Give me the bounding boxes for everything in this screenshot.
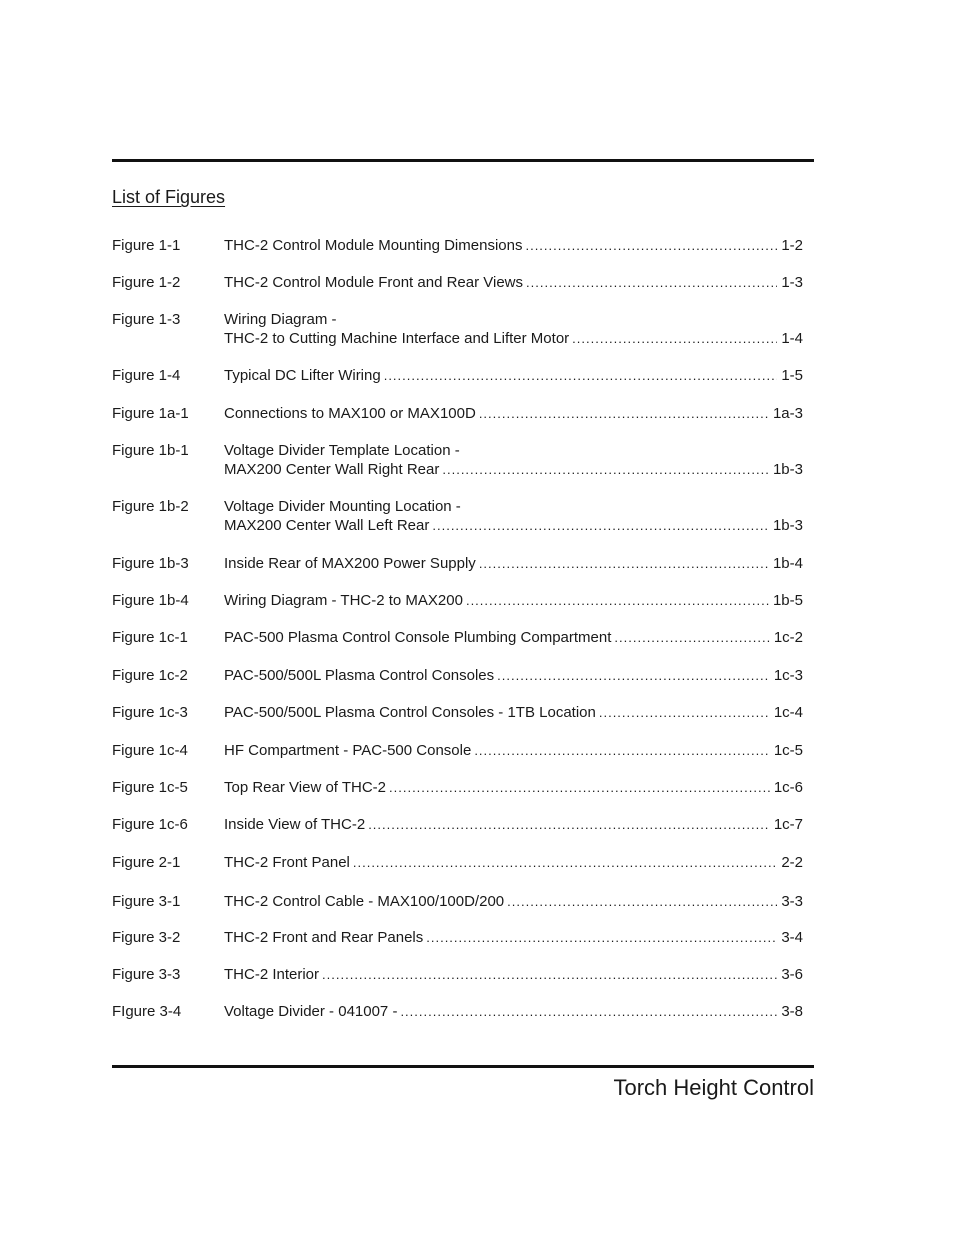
figure-description — [224, 965, 803, 984]
figure-title: MAX200 Center Wall Right Rear — [224, 461, 440, 478]
figure-description — [224, 310, 803, 348]
page-number: 3-3 — [781, 893, 803, 910]
page-number: 1c-4 — [773, 704, 803, 721]
figure-title: THC-2 to Cutting Machine Interface and Lifter Motor — [224, 330, 570, 347]
figure-title-line — [224, 965, 803, 984]
page-number: 1c-7 — [773, 816, 803, 833]
figure-number: Figure 1c-5 — [112, 779, 188, 796]
figure-title-line1: Voltage Divider Template Location - — [224, 442, 460, 459]
figure-title: PAC-500/500L Plasma Control Consoles — [224, 667, 495, 684]
dot-leader — [526, 273, 777, 292]
dot-leader — [479, 404, 769, 423]
figure-description — [224, 892, 803, 911]
page-number: 1-3 — [781, 274, 803, 291]
figure-description — [224, 273, 803, 292]
figure-number: Figure 3-2 — [112, 929, 181, 946]
dot-leader — [442, 460, 769, 479]
figure-number: Figure 3-1 — [112, 893, 181, 910]
dot-leader — [507, 892, 777, 911]
page-number: 3-4 — [781, 929, 803, 946]
figure-number: Figure 1b-1 — [112, 442, 189, 459]
figure-description — [224, 441, 803, 479]
figure-number: Figure 1a-1 — [112, 405, 189, 422]
top-rule — [112, 159, 814, 162]
figure-title-line — [224, 666, 803, 685]
figure-title: Connections to MAX100 or MAX100D — [224, 405, 476, 422]
figure-title: MAX200 Center Wall Left Rear — [224, 517, 430, 534]
figure-title: Typical DC Lifter Wiring — [224, 367, 381, 384]
figure-title: THC-2 Control Module Front and Rear Views — [224, 274, 524, 291]
page-number: 1b-3 — [772, 461, 803, 478]
figure-description — [224, 404, 803, 423]
page-number: 1c-2 — [773, 629, 803, 646]
figure-title-line — [224, 273, 803, 292]
figure-number: Figure 1-3 — [112, 311, 181, 328]
page-number: 1-5 — [781, 367, 803, 384]
figure-title-line — [224, 329, 803, 348]
figure-description — [224, 815, 803, 834]
dot-leader — [322, 965, 777, 984]
figure-description — [224, 741, 803, 760]
dot-leader — [474, 741, 770, 760]
dot-leader — [525, 236, 777, 255]
figure-title: Top Rear View of THC-2 — [224, 779, 387, 796]
figure-title: Voltage Divider - 041007 - — [224, 1003, 398, 1020]
dot-leader — [614, 628, 769, 647]
figure-description — [224, 778, 803, 797]
page-number: 1c-3 — [773, 667, 803, 684]
figure-number: Figure 1-2 — [112, 274, 181, 291]
dot-leader — [497, 666, 770, 685]
figure-description — [224, 1002, 803, 1021]
figure-title: THC-2 Front Panel — [224, 854, 350, 871]
dot-leader — [432, 516, 769, 535]
page-number: 1b-3 — [772, 517, 803, 534]
dot-leader — [384, 366, 778, 385]
dot-leader — [466, 591, 769, 610]
figure-number: Figure 1b-2 — [112, 498, 189, 515]
figure-title-line1: Wiring Diagram - — [224, 311, 337, 328]
figure-title-line — [224, 853, 803, 872]
dot-leader — [400, 1002, 777, 1021]
figure-title: Wiring Diagram - THC-2 to MAX200 — [224, 592, 463, 609]
figure-description — [224, 554, 803, 573]
figure-title: THC-2 Front and Rear Panels — [224, 929, 424, 946]
dot-leader — [368, 815, 770, 834]
page-number: 1-2 — [781, 237, 803, 254]
figure-title-line — [224, 554, 803, 573]
figure-title-line — [224, 1002, 803, 1021]
figure-description — [224, 928, 803, 947]
page-number: 3-8 — [781, 1003, 803, 1020]
page-number: 1c-6 — [773, 779, 803, 796]
figure-description — [224, 853, 803, 872]
figure-title-line — [224, 628, 803, 647]
figure-title: HF Compartment - PAC-500 Console — [224, 742, 472, 759]
list-heading: List of Figures — [112, 187, 226, 207]
figure-title-line — [224, 366, 803, 385]
dot-leader — [479, 554, 769, 573]
figure-number: Figure 1c-1 — [112, 629, 188, 646]
figure-title: PAC-500 Plasma Control Console Plumbing Compartment — [224, 629, 612, 646]
figure-title: PAC-500/500L Plasma Control Consoles - 1TB Location — [224, 704, 596, 721]
page-number: 1-4 — [781, 330, 803, 347]
figure-number: Figure 1c-2 — [112, 667, 188, 684]
figure-title: THC-2 Control Cable - MAX100/100D/200 — [224, 893, 505, 910]
figure-title-line — [224, 591, 803, 610]
figure-number: Figure 1b-3 — [112, 555, 189, 572]
figure-number: Figure 2-1 — [112, 854, 181, 871]
figure-number: Figure 3-3 — [112, 966, 181, 983]
figure-title-line — [224, 703, 803, 722]
page-number: 1b-4 — [772, 555, 803, 572]
dot-leader — [599, 703, 770, 722]
figure-description — [224, 591, 803, 610]
dot-leader — [353, 853, 777, 872]
figure-title-line — [224, 404, 803, 423]
figure-title-line — [224, 815, 803, 834]
page-number: 1c-5 — [773, 742, 803, 759]
figure-title-line — [224, 778, 803, 797]
figure-title: THC-2 Interior — [224, 966, 320, 983]
figure-number: FIgure 3-4 — [112, 1003, 182, 1020]
figure-title-line — [224, 928, 803, 947]
figure-title-line — [224, 741, 803, 760]
page-number: 2-2 — [781, 854, 803, 871]
figure-title-line — [224, 516, 803, 535]
figure-description — [224, 628, 803, 647]
figure-title-line1: Voltage Divider Mounting Location - — [224, 498, 461, 515]
figure-number: Figure 1c-6 — [112, 816, 188, 833]
page-number: 3-6 — [781, 966, 803, 983]
dot-leader — [572, 329, 777, 348]
figure-title: THC-2 Control Module Mounting Dimensions — [224, 237, 523, 254]
figure-description — [224, 366, 803, 385]
footer-title: Torch Height Control — [613, 1075, 814, 1100]
figure-title-line — [224, 892, 803, 911]
figure-title: Inside Rear of MAX200 Power Supply — [224, 555, 476, 572]
page-number: 1b-5 — [772, 592, 803, 609]
figure-number: Figure 1-1 — [112, 237, 181, 254]
figure-title-line — [224, 236, 803, 255]
dot-leader — [389, 778, 770, 797]
page-number: 1a-3 — [772, 405, 803, 422]
figure-title: Inside View of THC-2 — [224, 816, 366, 833]
figure-description — [224, 497, 803, 535]
figure-description — [224, 703, 803, 722]
figure-number: Figure 1-4 — [112, 367, 181, 384]
figure-number: Figure 1c-4 — [112, 742, 188, 759]
dot-leader — [426, 928, 777, 947]
bottom-rule — [112, 1065, 814, 1068]
figure-description — [224, 236, 803, 255]
figure-number: Figure 1b-4 — [112, 592, 189, 609]
figure-title-line — [224, 460, 803, 479]
figure-description — [224, 666, 803, 685]
figure-number: Figure 1c-3 — [112, 704, 188, 721]
